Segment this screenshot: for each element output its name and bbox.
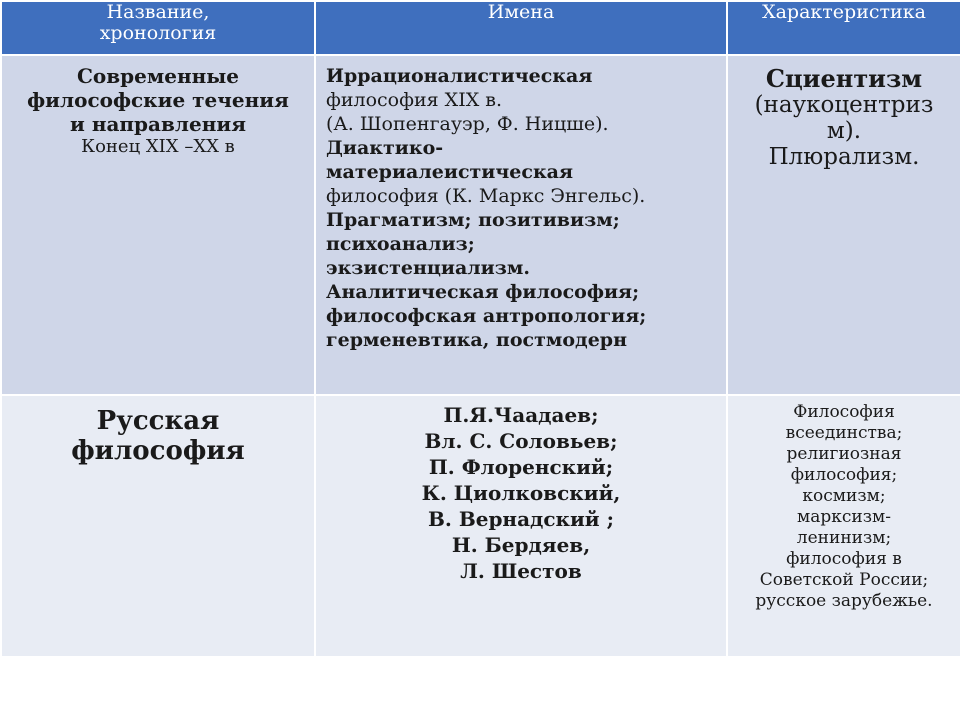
row2-characteristic-cell [727,395,960,657]
row2-title-cell [1,395,315,657]
row1-name-line: психоанализ; [326,233,475,255]
row2-name-line: П.Я.Чаадаев; [443,403,599,427]
row2-name-line: П. Флоренский; [428,455,614,479]
header-names: Имена [315,1,727,55]
row2-title-line: философия [71,436,245,466]
row2-characteristic-line: ленинизм; [796,528,892,548]
row1-title-line: и направления [70,112,246,136]
row2-names-cell [315,395,727,657]
header-col1-line: Название, [106,1,210,23]
row1-name-line: материалеистическая [326,161,574,183]
row1-characteristic-line: (наукоцентриз [754,92,934,118]
header-row [1,1,960,55]
row1-characteristic-line: Плюрализм. [768,144,920,170]
row2-characteristic-line: космизм; [802,486,886,506]
row1-name-line: (А. Шопенгауэр, Ф. Ницше). [326,113,609,135]
row1-title-line: Современные [76,64,239,88]
row2-name-line: Л. Шестов [460,559,582,583]
row1-name-line: Диактико- [326,137,444,159]
row2-characteristic-line: Философия [793,402,895,422]
row2-characteristic-line: Советской России; [759,570,929,590]
row2-name-line: К. Циолковский, [421,481,621,505]
row1-name-line: Аналитическая философия; [326,281,640,303]
row1-name-line: философская антропология; [326,305,647,327]
row1-name-line: философия (К. Маркс Энгельс). [326,185,646,207]
row2-characteristic-line: философия; [790,465,898,485]
row2-title-line: Русская [96,406,220,436]
header-col1-line: хронология [99,22,217,44]
row2-name-line: Вл. С. Соловьев; [424,429,618,453]
row1-name-line: Прагматизм; позитивизм; [326,209,620,231]
row1-name-line: экзистенциализм. [326,257,531,279]
row1-name-line: герменевтика, постмодерн [326,329,627,351]
row1-title-line: философские течения [27,88,289,112]
table-row [1,55,960,395]
table-row [1,395,960,657]
row2-characteristic-line: всеединства; [785,423,903,443]
row1-characteristic-cell [727,55,960,395]
header-name-chronology [1,1,315,55]
row2-characteristic-line: философия в [786,549,902,569]
row1-characteristic-line: м). [826,118,862,144]
row2-name-line: В. Вернадский ; [427,507,614,531]
row1-period: Конец XIX –XX в [81,136,235,157]
header-characteristic: Характеристика [727,1,960,55]
row1-title-cell [1,55,315,395]
row2-name-line: Н. Бердяев, [451,533,591,557]
row2-characteristic-line: религиозная [786,444,902,464]
row2-characteristic-line: русское зарубежье. [755,591,933,611]
row1-name-line: философия XIX в. [326,89,503,111]
row1-names-cell [315,55,727,395]
row1-name-line: Иррационалистическая [326,65,593,87]
row1-characteristic-title: Сциентизм [765,64,923,93]
row2-characteristic-line: марксизм- [797,507,891,527]
